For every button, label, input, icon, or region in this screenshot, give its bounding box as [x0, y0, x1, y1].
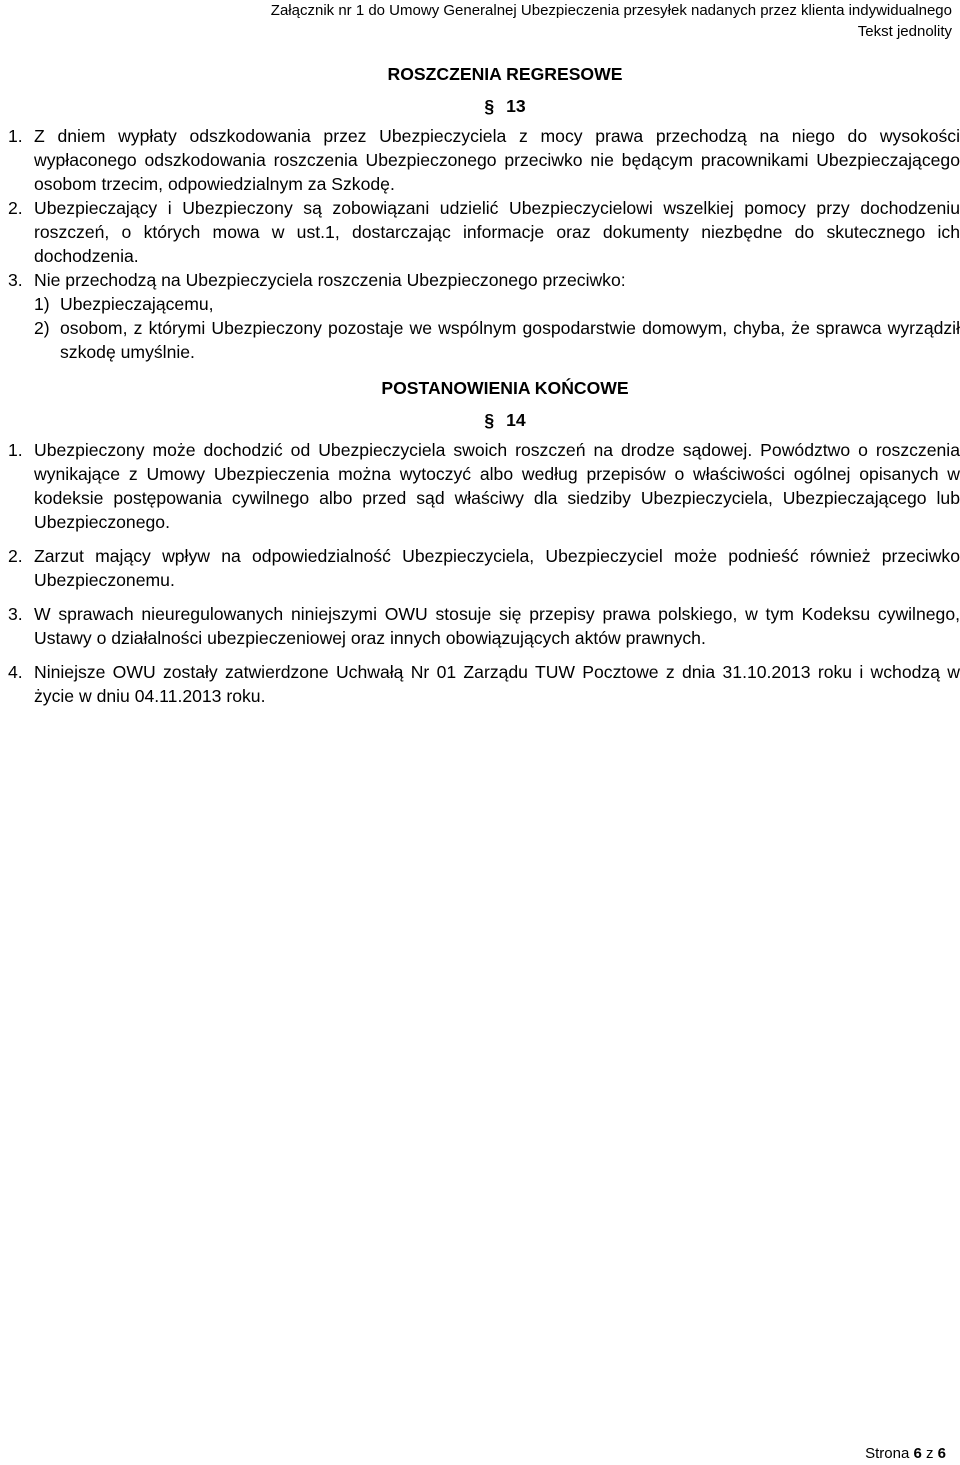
item-text: Ubezpieczający i Ubezpieczony są zobowiązani udzielić Ubezpieczycielowi wszelkiej pomocy przy dochodzeniu roszczeń, o których mowa w ust.1, dostarczając informacje oraz dokumenty niezbędne do skutecznego ich dochodzenia.	[34, 198, 960, 266]
item-number: 1.	[8, 440, 23, 460]
section-13-number: 13	[506, 96, 526, 116]
document-header	[271, 0, 952, 42]
page-footer	[865, 1444, 946, 1464]
section-13-item-2	[8, 196, 960, 268]
section-13-item-3	[8, 268, 960, 292]
section-14-paragraph-number	[8, 402, 960, 438]
item-text: Zarzut mający wpływ na odpowiedzialność Ubezpieczyciela, Ubezpieczyciel może podnieść również przeciwko Ubezpieczonemu.	[34, 546, 960, 590]
section-13-item-1	[8, 124, 960, 196]
section-14-title: POSTANOWIENIA KOŃCOWE	[381, 378, 629, 398]
item-number: 3.	[8, 270, 23, 290]
document-body	[8, 60, 960, 708]
item-number: 2.	[8, 546, 23, 566]
section-14-symbol: §	[484, 410, 495, 430]
section-14-item-3	[8, 602, 960, 650]
subitem-text: Ubezpieczającemu,	[60, 294, 214, 314]
subitem-text: osobom, z którymi Ubezpieczony pozostaje we wspólnym gospodarstwie domowym, chyba, że sprawca wyrządził szkodę umyślnie.	[60, 318, 960, 362]
section-13-subitem-2	[34, 316, 960, 364]
header-line-2: Tekst jednolity	[857, 23, 952, 40]
page-total: 6	[937, 1445, 946, 1462]
page-label: Strona	[865, 1445, 910, 1462]
section-14-item-1	[8, 438, 960, 534]
subitem-number: 1)	[34, 294, 50, 314]
page-of: z	[925, 1445, 934, 1462]
item-text: Nie przechodzą na Ubezpieczyciela roszczenia Ubezpieczonego przeciwko:	[34, 270, 626, 290]
item-text: Z dniem wypłaty odszkodowania przez Ubezpieczyciela z mocy prawa przechodzą na niego do wysokości wypłaconego odszkodowania roszczenia Ubezpieczonego przeciwko nie będącym pracownikami Ubezpieczającego osobom trzecim, odpowiedzialnym za Szkodę.	[34, 126, 960, 194]
item-number: 1.	[8, 126, 23, 146]
section-13-subitem-1	[34, 292, 960, 316]
section-13-subitems	[8, 292, 960, 364]
page-current: 6	[913, 1445, 922, 1462]
header-line-1: Załącznik nr 1 do Umowy Generalnej Ubezpieczenia przesyłek nadanych przez klienta indywidualnego	[270, 2, 952, 19]
item-text: W sprawach nieuregulowanych niniejszymi OWU stosuje się przepisy prawa polskiego, w tym Kodeksu cywilnego, Ustawy o działalności ubezpieczeniowej oraz innych obowiązujących aktów prawnych.	[34, 604, 960, 648]
section-14-item-4	[8, 660, 960, 708]
item-number: 4.	[8, 662, 23, 682]
subitem-number: 2)	[34, 318, 50, 338]
section-14-number: 14	[506, 410, 526, 430]
section-13-paragraph-number	[8, 88, 960, 124]
section-13-title: ROSZCZENIA REGRESOWE	[387, 64, 623, 84]
item-number: 2.	[8, 198, 23, 218]
item-text: Ubezpieczony może dochodzić od Ubezpieczyciela swoich roszczeń na drodze sądowej. Powództwo o roszczenia wynikające z Umowy Ubezpieczenia można wytoczyć albo według przepisów o właściwości ogólnej opisanych w kodeksie postępowania cywilnego albo przed sąd właściwy dla siedziby Ubezpieczyciela, Ubezpieczającego lub Ubezpieczonego.	[34, 440, 960, 532]
section-14-item-2	[8, 544, 960, 592]
item-number: 3.	[8, 604, 23, 624]
item-text: Niniejsze OWU zostały zatwierdzone Uchwałą Nr 01 Zarządu TUW Pocztowe z dnia 31.10.2013 roku i wchodzą w życie w dniu 04.11.2013 roku.	[34, 662, 960, 706]
section-13-symbol: §	[484, 96, 495, 116]
